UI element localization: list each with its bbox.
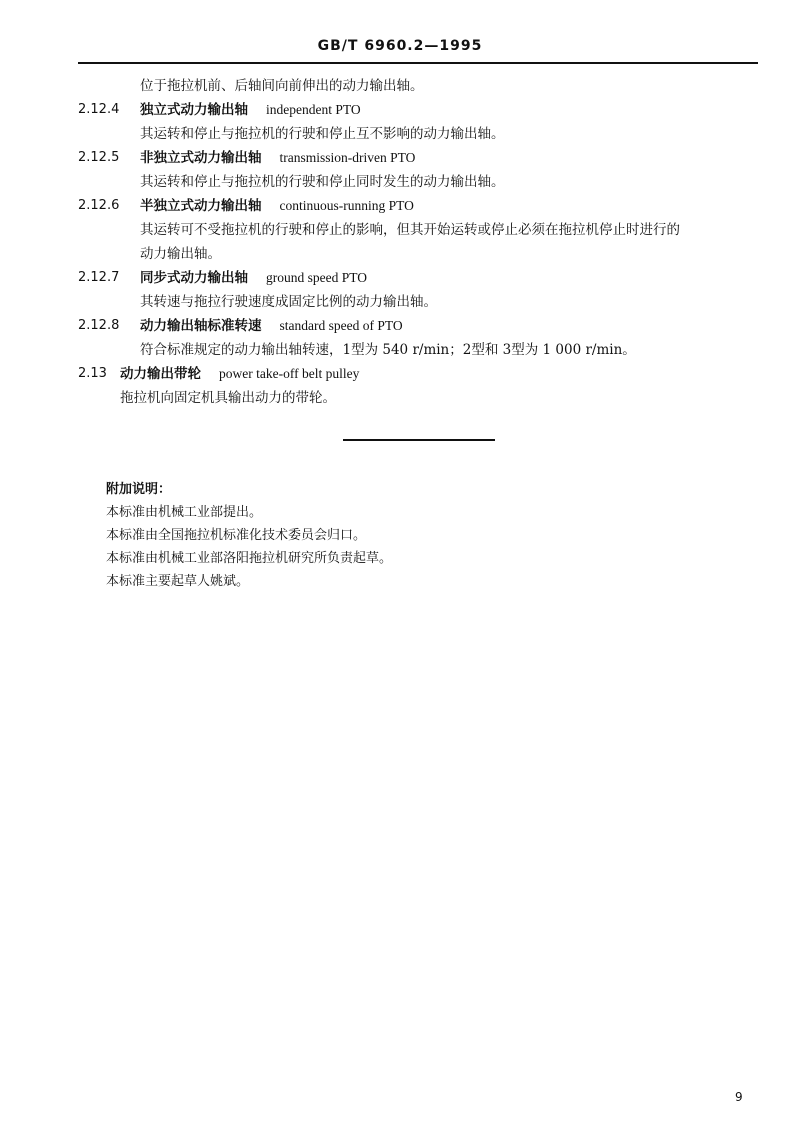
entry-2-12-4	[78, 98, 768, 122]
notes-line: 本标准由机械工业部提出。	[106, 505, 263, 520]
additional-notes	[106, 478, 392, 593]
entry-term-zh: 非独立式动力输出轴	[140, 150, 262, 166]
entry-term-en: transmission-driven PTO	[279, 150, 416, 165]
entry-definition: 其运转和停止与拖拉机的行驶和停止互不影响的动力输出轴。	[140, 126, 505, 142]
entry-2-12-8	[78, 314, 768, 338]
end-of-standard-rule	[343, 439, 495, 441]
entry-definition: 位于拖拉机前、后轴间向前伸出的动力输出轴。	[140, 78, 424, 94]
entry-term-zh: 同步式动力输出轴	[140, 270, 248, 286]
terms-section	[78, 74, 768, 410]
entry-2-12-6	[78, 194, 768, 218]
entry-definition: 其运转和停止与拖拉机的行驶和停止同时发生的动力输出轴。	[140, 174, 505, 190]
entry-definition-continued: 动力输出轴。	[140, 246, 221, 262]
entry-definition: 拖拉机向固定机具输出动力的带轮。	[120, 390, 336, 406]
entry-term-en: ground speed PTO	[266, 270, 367, 285]
entry-2-12-7	[78, 266, 768, 290]
entry-number: 2.12.4	[78, 102, 120, 117]
entry-term-en: standard speed of PTO	[279, 318, 403, 333]
entry-term-zh: 动力输出带轮	[120, 366, 201, 382]
header-rule	[78, 62, 758, 64]
entry-2-12-5	[78, 146, 768, 170]
entry-term-zh: 动力输出轴标准转速	[140, 318, 262, 334]
notes-line: 本标准由机械工业部洛阳拖拉机研究所负责起草。	[106, 551, 393, 566]
entry-term-zh: 半独立式动力输出轴	[140, 198, 262, 214]
entry-definition: 其转速与拖拉行驶速度成固定比例的动力输出轴。	[140, 294, 437, 310]
entry-term-en: power take-off belt pulley	[219, 366, 360, 381]
notes-title: 附加说明：	[106, 482, 172, 497]
entry-number: 2.12.8	[78, 318, 120, 333]
entry-term-zh: 独立式动力输出轴	[140, 102, 248, 118]
entry-number: 2.12.5	[78, 150, 120, 165]
entry-definition: 符合标准规定的动力输出轴转速，1型为 540 r/min；2型和 3型为 1 000 r/min。	[140, 342, 636, 358]
document-code: GB/T 6960.2—1995	[317, 38, 483, 54]
entry-number: 2.12.7	[78, 270, 120, 285]
entry-number: 2.13	[78, 366, 107, 381]
entry-definition: 其运转可不受拖拉机的行驶和停止的影响，但其开始运转或停止必须在拖拉机停止时进行的	[140, 222, 680, 238]
entry-term-en: continuous-running PTO	[279, 198, 414, 213]
page-number: 9	[735, 1090, 743, 1104]
entry-number: 2.12.6	[78, 198, 120, 213]
notes-line: 本标准主要起草人姚斌。	[106, 574, 250, 589]
entry-2-13	[78, 362, 768, 386]
notes-line: 本标准由全国拖拉机标准化技术委员会归口。	[106, 528, 367, 543]
entry-term-en: independent PTO	[266, 102, 361, 117]
